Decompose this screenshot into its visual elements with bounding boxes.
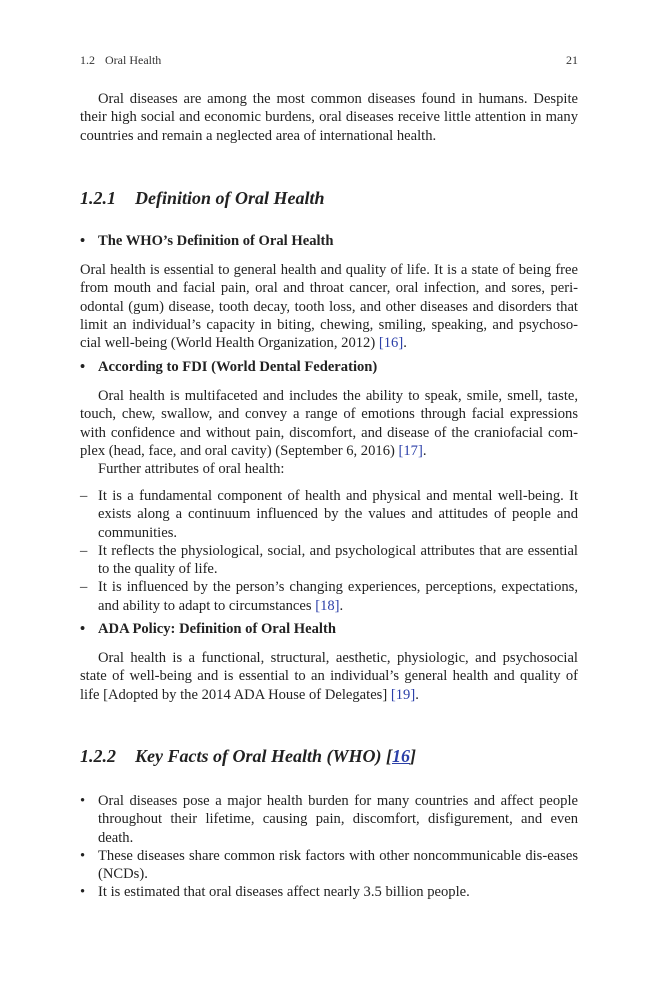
list-item — [80, 542, 578, 579]
list-item-text: Oral diseases pose a major health burden for many countries and affect people throughout their lifetime, causing pain, discomfort, disfigurement, and even death. — [98, 793, 578, 846]
fdi-text: Oral health is multifaceted and includes the ability to speak, smile, smell, taste, touch, chew, swallow, and convey a range of emotions through facial expressions with confidence and without pain, discomfort, and disease of the craniofacial com-plex (head, face, and oral cavity) (September 6, 2016) — [80, 388, 578, 459]
citation-link[interactable]: 16 — [391, 746, 410, 766]
list-item — [80, 883, 578, 901]
fdi-heading-text: According to FDI (World Dental Federation) — [98, 359, 378, 375]
list-item-text: It is a fundamental component of health and physical and mental well-being. It exists along a continuum influenced by the values and attitudes of people and communities. — [98, 488, 578, 541]
running-head-section-number: 1.2 — [80, 53, 95, 67]
key-facts-list — [80, 792, 578, 902]
bullet-icon: • — [80, 793, 86, 809]
list-item — [80, 847, 578, 884]
fdi-heading — [80, 359, 377, 376]
bullet-icon: • — [80, 359, 86, 375]
bullet-icon: • — [80, 621, 86, 637]
list-item-text: It is influenced by the person’s changing experiences, perceptions, expectations, and ability to adapt to circumstances — [98, 579, 578, 614]
bullet-icon: • — [80, 847, 86, 864]
list-item-text: It reflects the physiological, social, and psychological attributes that are essential to the quality of life. — [98, 542, 578, 578]
dash-icon: – — [80, 579, 88, 596]
section-title: Definition of Oral Health — [135, 188, 325, 208]
ada-heading-text: ADA Policy: Definition of Oral Health — [98, 621, 336, 637]
intro-paragraph: Oral diseases are among the most common diseases found in humans. Despite their high social and economic burdens, oral diseases receive little attention in many countries and remain a neglected area of international health. — [80, 91, 578, 144]
section-heading-1-2-1 — [80, 188, 325, 209]
list-item: – It is influenced by the person’s changing experiences, perceptions, expectations, and ability to adapt to circumstances [18]. — [80, 579, 578, 614]
ada-heading — [80, 621, 336, 638]
who-definition-heading — [80, 233, 334, 250]
citation-link[interactable]: [18] — [315, 597, 340, 614]
list-item-text: It is estimated that oral diseases affect nearly 3.5 billion people. — [98, 884, 470, 901]
citation-link[interactable]: [17] — [398, 442, 423, 459]
citation-link[interactable]: [16] — [378, 335, 404, 352]
section-heading-1-2-2 — [80, 746, 416, 767]
who-definition-paragraph: Oral health is essential to general health and quality of life. It is a state of being free from mouth and facial pain, oral and throat cancer, oral infection, and sores, peri-odontal (gum) disease, tooth decay, tooth loss, and other diseases and disorders that limit an individual’s capacity in biting, chewing, smiling, speaking, and psychoso-cial well-being (World Health Organization, 2012) [16]. — [80, 262, 578, 352]
running-head-section — [80, 53, 161, 68]
list-item-text: These diseases share common risk factors with other noncommunicable dis-eases (NCDs). — [98, 847, 578, 883]
citation-link[interactable]: [19] — [390, 686, 416, 703]
section-number: 1.2.1 — [80, 188, 116, 208]
ada-paragraph: Oral health is a functional, structural, aesthetic, physiologic, and psychosocial state of well-being and is essential to an individual’s general health and quality of life [Adopted by the 2014 ADA House of Delegates] [19]. — [80, 650, 578, 703]
running-head-section-title: Oral Health — [105, 53, 162, 67]
section-title-end: ] — [409, 746, 416, 766]
running-head — [80, 53, 578, 68]
attributes-list — [80, 487, 578, 615]
bullet-icon: • — [80, 233, 86, 249]
further-attributes-intro: Further attributes of oral health: — [98, 461, 285, 477]
page-number: 21 — [566, 53, 578, 67]
list-item — [80, 487, 578, 542]
dash-icon: – — [80, 542, 88, 559]
ada-text: Oral health is a functional, structural, aesthetic, physiologic, and psychosocial state of well-being and is essential to an individual’s general health and quality of life [Adopted by the 2014 ADA House of Delegates] — [80, 650, 578, 703]
list-item — [80, 792, 578, 847]
dash-icon: – — [80, 488, 88, 504]
bullet-icon: • — [80, 884, 86, 901]
section-number: 1.2.2 — [80, 746, 116, 766]
section-title: Key Facts of Oral Health (WHO) [ — [135, 746, 392, 766]
who-heading-text: The WHO’s Definition of Oral Health — [98, 233, 334, 249]
fdi-paragraph: Oral health is multifaceted and includes the ability to speak, smile, smell, taste, touch, chew, swallow, and convey a range of emotions through facial expressions with confidence and without pain, discomfort, and disease of the craniofacial com-plex (head, face, and oral cavity) (September 6, 2016) [17]. — [80, 388, 578, 459]
who-text: Oral health is essential to general health and quality of life. It is a state of being free from mouth and facial pain, oral and throat cancer, oral infection, and sores, peri-odontal (gum) disease, tooth decay, tooth loss, and other diseases and disorders that limit an individual’s capacity in biting, chewing, smiling, speaking, and psychoso-cial well-being (World Health Organization, 2012) — [80, 262, 578, 352]
